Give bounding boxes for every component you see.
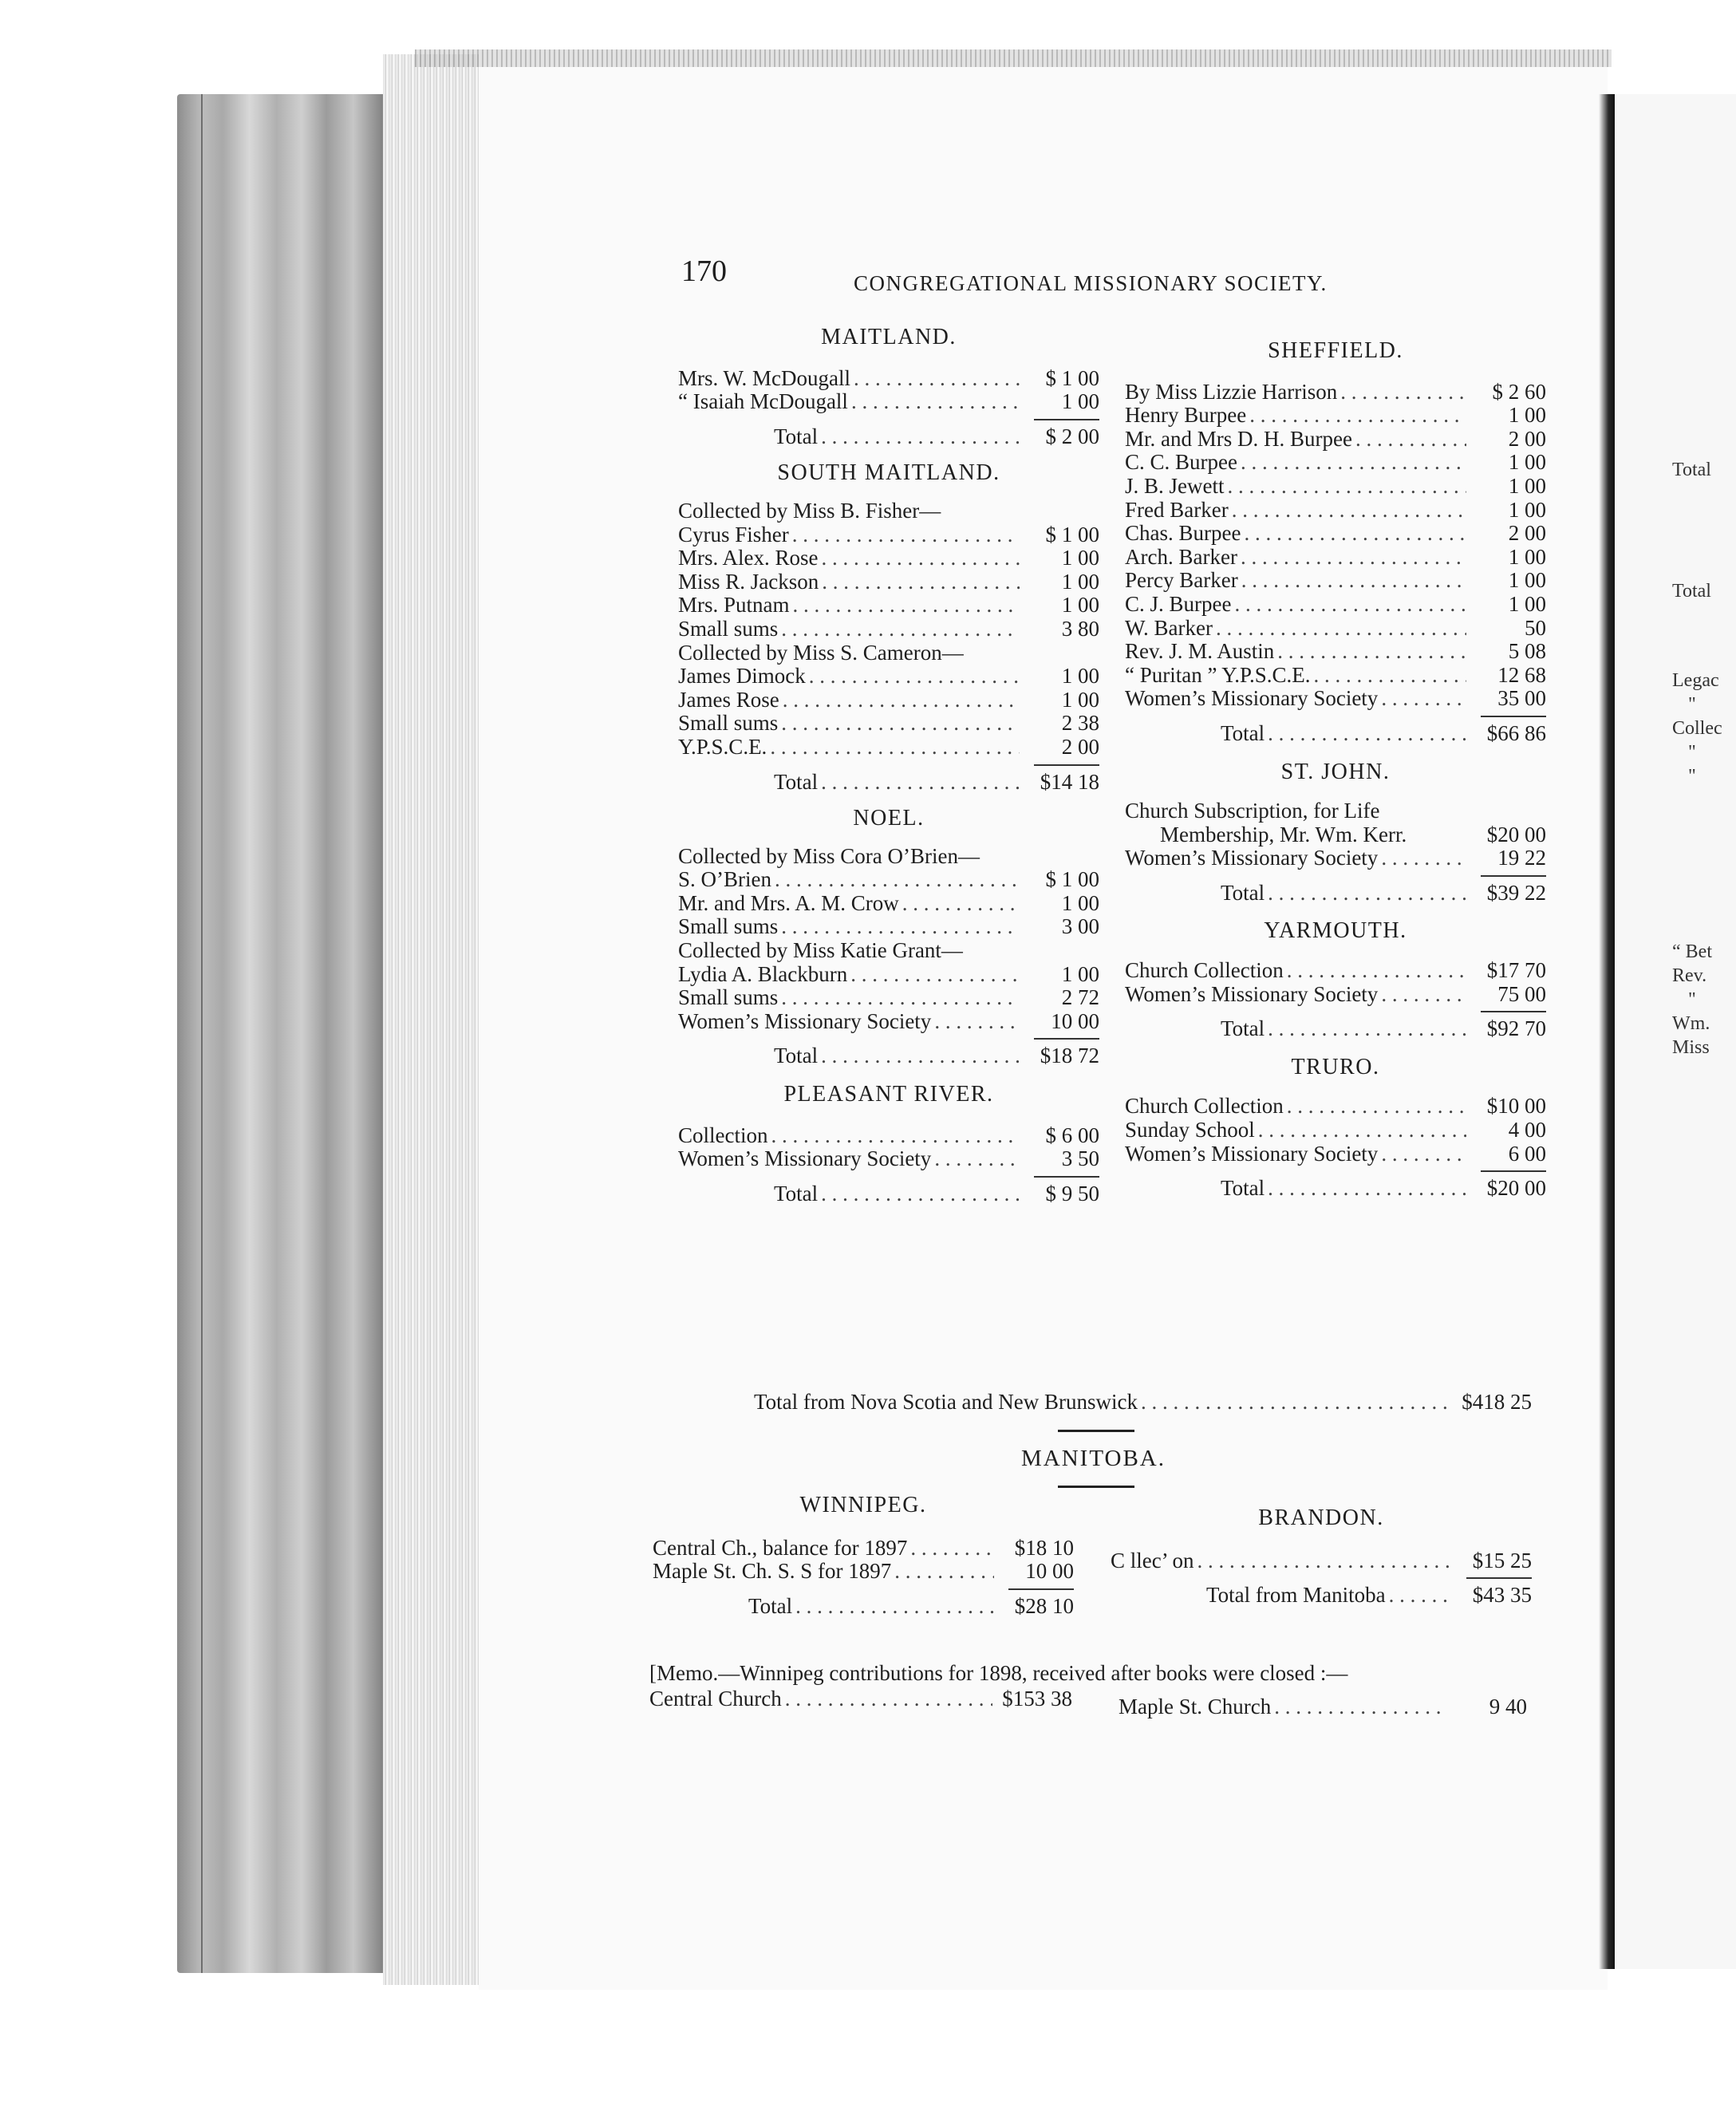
entry-amount: 2 00 <box>1061 734 1099 759</box>
entry-amount: 1 00 <box>1061 890 1099 915</box>
entry-amount: 3 80 <box>1061 616 1099 641</box>
entry-label: C. C. Burpee <box>1125 450 1237 475</box>
entry-row <box>1125 959 1546 983</box>
entry-label: C. J. Burpee <box>1125 591 1232 616</box>
entry-row <box>1125 823 1546 847</box>
entry-row <box>1125 593 1546 617</box>
entry-amount: 1 00 <box>1508 403 1546 428</box>
entry-amount: 1 00 <box>1508 497 1546 522</box>
entry-row <box>678 986 1099 1010</box>
entry-label: Small sums <box>678 616 779 641</box>
entry-row <box>678 736 1099 760</box>
entry-amount: 3 50 <box>1061 1146 1099 1171</box>
facing-fragment: " <box>1688 766 1696 787</box>
left-column <box>678 326 1099 1206</box>
entry-label: C llec’ on <box>1111 1548 1194 1572</box>
entry-label: Henry Burpee <box>1125 403 1247 428</box>
center-rule <box>1058 1486 1134 1488</box>
winnipeg-block <box>653 1494 1074 1618</box>
total-row <box>678 425 1099 449</box>
section-title: SOUTH MAITLAND. <box>777 460 1000 486</box>
collector-line: Collected by Miss Cora O’Brien— <box>678 843 980 868</box>
entry-row <box>1125 404 1546 428</box>
entry-amount: 10 00 <box>1025 1559 1074 1584</box>
entry-label: Women’s Missionary Society <box>1125 846 1379 870</box>
entry-label: Maple St. Ch. S. S for 1897 <box>653 1559 892 1584</box>
entry-row <box>678 547 1099 570</box>
entry-amount: 6 00 <box>1508 1141 1546 1166</box>
entry-row <box>1125 451 1546 475</box>
entry-amount: 75 00 <box>1497 981 1546 1006</box>
entry-row <box>678 712 1099 736</box>
entry-label: Fred Barker <box>1125 497 1229 522</box>
center-rule <box>1058 1430 1134 1432</box>
collector-line: Collected by Miss Katie Grant— <box>678 938 963 963</box>
entry-label: Cyrus Fisher <box>678 522 789 547</box>
facing-fragment: Collec <box>1672 718 1722 739</box>
entry-amount: 12 68 <box>1497 662 1546 687</box>
entry-row <box>1125 664 1546 688</box>
entry-amount: 35 00 <box>1497 686 1546 711</box>
entry-amount: 2 00 <box>1508 521 1546 546</box>
entry-label: W. Barker <box>1125 615 1213 640</box>
entry-row <box>1125 617 1546 641</box>
total-amount: $20 00 <box>1486 1176 1546 1201</box>
entry-row <box>1125 428 1546 452</box>
entry-amount: 10 00 <box>1051 1008 1099 1033</box>
section-title: BRANDON. <box>1258 1505 1384 1530</box>
entry-label: James Dimock <box>678 664 806 689</box>
entry-amount: 1 00 <box>1508 473 1546 498</box>
facing-fragment: Miss <box>1672 1037 1710 1058</box>
entry-amount: $18 10 <box>1014 1535 1074 1560</box>
entry-label: Women’s Missionary Society <box>678 1008 932 1033</box>
facing-fragment: Rev. <box>1672 965 1707 986</box>
right-column <box>1125 339 1546 1201</box>
entry-label: Church Collection <box>1125 958 1284 983</box>
entry-label: Women’s Missionary Society <box>1125 686 1379 711</box>
entry-label: “ Isaiah McDougall <box>678 389 848 414</box>
sum-rule <box>1481 875 1546 877</box>
entry-amount: $ 6 00 <box>1045 1123 1099 1147</box>
section-title: PLEASANT RIVER. <box>783 1082 994 1107</box>
total-label: Total <box>774 769 819 794</box>
memo-line: [Memo.—Winnipeg contributions for 1898, received after books were closed :— <box>649 1661 1348 1685</box>
entry-label: Rev. J. M. Austin <box>1125 639 1275 664</box>
entry-label: Small sums <box>678 914 779 939</box>
total-label: Total from Manitoba <box>1206 1583 1386 1608</box>
entry-amount: 1 00 <box>1061 664 1099 689</box>
total-row <box>678 1044 1099 1068</box>
entry-row <box>1111 1549 1532 1573</box>
grand-total-row <box>754 1390 1532 1415</box>
total-row <box>678 771 1099 795</box>
total-amount: $14 18 <box>1040 769 1099 794</box>
total-label: Total <box>1221 880 1265 905</box>
entry-label: “ Puritan ” Y.P.S.C.E. <box>1125 662 1311 687</box>
entry-label: Membership, Mr. Wm. Kerr. <box>1160 822 1407 846</box>
page-gutter <box>1599 94 1615 1969</box>
entry-row <box>678 523 1099 547</box>
entry-amount: 2 72 <box>1061 985 1099 1010</box>
section-title: ST. JOHN. <box>1280 759 1391 784</box>
entry-row <box>678 390 1099 414</box>
sum-rule <box>1466 1577 1532 1579</box>
total-amount: $66 86 <box>1486 720 1546 745</box>
entry-row <box>1125 381 1546 404</box>
entry-amount: 50 <box>1525 615 1546 640</box>
entry-label: Y.P.S.C.E. <box>678 734 767 759</box>
entry-row <box>678 570 1099 594</box>
entry-label: Small sums <box>678 711 779 736</box>
section-title: MANITOBA. <box>1021 1446 1166 1471</box>
entry-label: Women’s Missionary Society <box>1125 981 1379 1006</box>
page-number: 170 <box>681 255 727 288</box>
entry-row <box>678 665 1099 689</box>
total-amount: $ 9 50 <box>1045 1181 1099 1206</box>
facing-fragment: " <box>1688 742 1696 763</box>
facing-fragment: " <box>1688 694 1696 715</box>
entry-amount: 2 00 <box>1508 426 1546 451</box>
entry-label: Sunday School <box>1125 1118 1255 1142</box>
total-row <box>1125 722 1546 746</box>
total-row <box>1125 882 1546 906</box>
entry-amount: 1 00 <box>1508 568 1546 593</box>
entry-row <box>1125 687 1546 711</box>
entry-label: James Rose <box>678 687 779 712</box>
entry-row <box>678 594 1099 618</box>
entry-row <box>678 618 1099 641</box>
entry-amount: $ 1 00 <box>1045 365 1099 390</box>
total-amount: $18 72 <box>1040 1044 1099 1068</box>
entry-amount: 1 00 <box>1061 687 1099 712</box>
sum-rule <box>1481 1170 1546 1172</box>
page-stack-edge <box>383 54 479 1985</box>
entry-label: Chas. Burpee <box>1125 521 1241 546</box>
entry-label: Church Collection <box>1125 1094 1284 1119</box>
entry-amount: 9 40 <box>1489 1695 1527 1718</box>
entry-row <box>678 1124 1099 1148</box>
facing-fragment: " <box>1688 989 1696 1010</box>
entry-row <box>678 1010 1099 1034</box>
sum-rule <box>1034 419 1099 420</box>
entry-row <box>678 868 1099 892</box>
total-amount: $43 35 <box>1472 1583 1532 1608</box>
entry-row <box>1125 1142 1546 1166</box>
entry-row <box>678 963 1099 987</box>
entry-label: Central Ch., balance for 1897 <box>653 1535 908 1560</box>
total-label: Total <box>1221 1176 1265 1201</box>
entry-amount: 1 00 <box>1061 961 1099 986</box>
entry-row <box>1125 546 1546 570</box>
entry-row <box>1125 640 1546 664</box>
entry-row <box>1125 1095 1546 1119</box>
facing-fragment: Total <box>1672 460 1711 480</box>
entry-label: Percy Barker <box>1125 568 1238 593</box>
entry-label: Collection <box>678 1123 768 1147</box>
entry-amount: $20 00 <box>1486 822 1546 846</box>
entry-amount: $15 25 <box>1472 1548 1532 1572</box>
entry-amount: $ 1 00 <box>1045 522 1099 547</box>
facing-fragment: Wm. <box>1672 1013 1710 1034</box>
entry-amount: 1 00 <box>1508 544 1546 569</box>
total-label: Total <box>1221 720 1265 745</box>
section-title: YARMOUTH. <box>1264 918 1407 944</box>
entry-label: Mr. and Mrs D. H. Burpee <box>1125 426 1352 451</box>
entry-row <box>678 1147 1099 1171</box>
total-label: Total <box>774 1044 819 1068</box>
total-row <box>1125 1177 1546 1201</box>
entry-label: Women’s Missionary Society <box>678 1146 932 1171</box>
book-fore-edge <box>177 94 385 1973</box>
entry-row <box>1125 522 1546 546</box>
memo-row <box>1119 1695 1527 1719</box>
entry-label: Central Church <box>649 1687 782 1711</box>
entry-label: J. B. Jewett <box>1125 473 1225 498</box>
entry-label: Lydia A. Blackburn <box>678 961 848 986</box>
entry-row <box>678 367 1099 391</box>
entry-amount: 1 00 <box>1508 450 1546 475</box>
entry-label: Mrs. Putnam <box>678 593 790 618</box>
total-label: Total <box>748 1593 793 1618</box>
brandon-block <box>1111 1506 1532 1608</box>
collector-line: Collected by Miss S. Cameron— <box>678 640 964 665</box>
entry-amount: 5 08 <box>1508 639 1546 664</box>
entry-amount: 4 00 <box>1508 1118 1546 1142</box>
sum-rule <box>1034 764 1099 766</box>
collector-line: Collected by Miss B. Fisher— <box>678 498 941 523</box>
memo-row <box>649 1687 1072 1711</box>
facing-fragment: Legac <box>1672 670 1719 691</box>
entry-label: S. O’Brien <box>678 867 771 892</box>
total-row <box>678 1182 1099 1206</box>
sum-rule <box>1034 1176 1099 1178</box>
entry-label: Church Subscription, for Life <box>1125 799 1380 823</box>
entry-row <box>1125 569 1546 593</box>
total-label: Total <box>774 1181 819 1206</box>
entry-row <box>1125 499 1546 523</box>
total-row <box>1125 1017 1546 1041</box>
facing-fragment: “ Bet <box>1672 941 1712 962</box>
sum-rule <box>1008 1588 1074 1590</box>
sum-rule <box>1481 1011 1546 1012</box>
total-amount: $28 10 <box>1014 1593 1074 1618</box>
entry-row <box>1125 475 1546 499</box>
total-row <box>653 1595 1074 1619</box>
total-row <box>1111 1584 1532 1608</box>
page-top-edge <box>415 49 1612 67</box>
total-label: Total <box>1221 1016 1265 1041</box>
entry-amount: $ 2 60 <box>1492 379 1546 404</box>
entry-label: Mr. and Mrs. A. M. Crow <box>678 890 899 915</box>
sum-rule <box>1034 1038 1099 1040</box>
entry-amount: 1 00 <box>1061 389 1099 414</box>
entry-label: Maple St. Church <box>1119 1695 1272 1718</box>
section-title: TRURO. <box>1291 1054 1380 1079</box>
section-title: MAITLAND. <box>821 325 957 349</box>
entry-amount: $153 38 <box>1002 1687 1072 1711</box>
entry-row <box>1125 846 1546 870</box>
entry-amount: 1 00 <box>1508 591 1546 616</box>
entry-amount: 1 00 <box>1061 593 1099 618</box>
total-amount: $92 70 <box>1486 1016 1546 1041</box>
entry-amount: 2 38 <box>1061 711 1099 736</box>
entry-row <box>678 689 1099 712</box>
total-amount: $ 2 00 <box>1045 424 1099 448</box>
entry-row <box>1125 983 1546 1007</box>
entry-amount: 1 00 <box>1061 569 1099 594</box>
entry-label: Small sums <box>678 985 779 1010</box>
entry-amount: $10 00 <box>1486 1094 1546 1119</box>
entry-amount: 3 00 <box>1061 914 1099 939</box>
sum-rule <box>1481 716 1546 717</box>
entry-label: Women’s Missionary Society <box>1125 1141 1379 1166</box>
entry-amount: $ 1 00 <box>1045 867 1099 892</box>
entry-label: Mrs. W. McDougall <box>678 365 850 390</box>
section-title: NOEL. <box>853 806 925 831</box>
running-head: CONGREGATIONAL MISSIONARY SOCIETY. <box>854 271 1328 295</box>
total-label: Total <box>774 424 819 448</box>
entry-label: Miss R. Jackson <box>678 569 819 594</box>
entry-amount: 19 22 <box>1497 846 1546 870</box>
entry-amount: 1 00 <box>1061 546 1099 570</box>
entry-row <box>653 1560 1074 1584</box>
grand-total-label: Total from Nova Scotia and New Brunswick <box>754 1390 1138 1414</box>
entry-row <box>1125 1119 1546 1142</box>
entry-amount: $17 70 <box>1486 958 1546 983</box>
facing-fragment: Total <box>1672 581 1711 602</box>
entry-row <box>653 1537 1074 1561</box>
facing-page <box>1615 94 1736 1969</box>
total-amount: $39 22 <box>1486 880 1546 905</box>
section-title: SHEFFIELD. <box>1268 338 1403 363</box>
entry-row <box>678 892 1099 916</box>
entry-label: Mrs. Alex. Rose <box>678 546 819 570</box>
grand-total-amount: $418 25 <box>1462 1390 1532 1414</box>
entry-label: By Miss Lizzie Harrison <box>1125 379 1338 404</box>
section-title: WINNIPEG. <box>799 1493 927 1517</box>
entry-row <box>678 915 1099 939</box>
entry-label: Arch. Barker <box>1125 544 1237 569</box>
